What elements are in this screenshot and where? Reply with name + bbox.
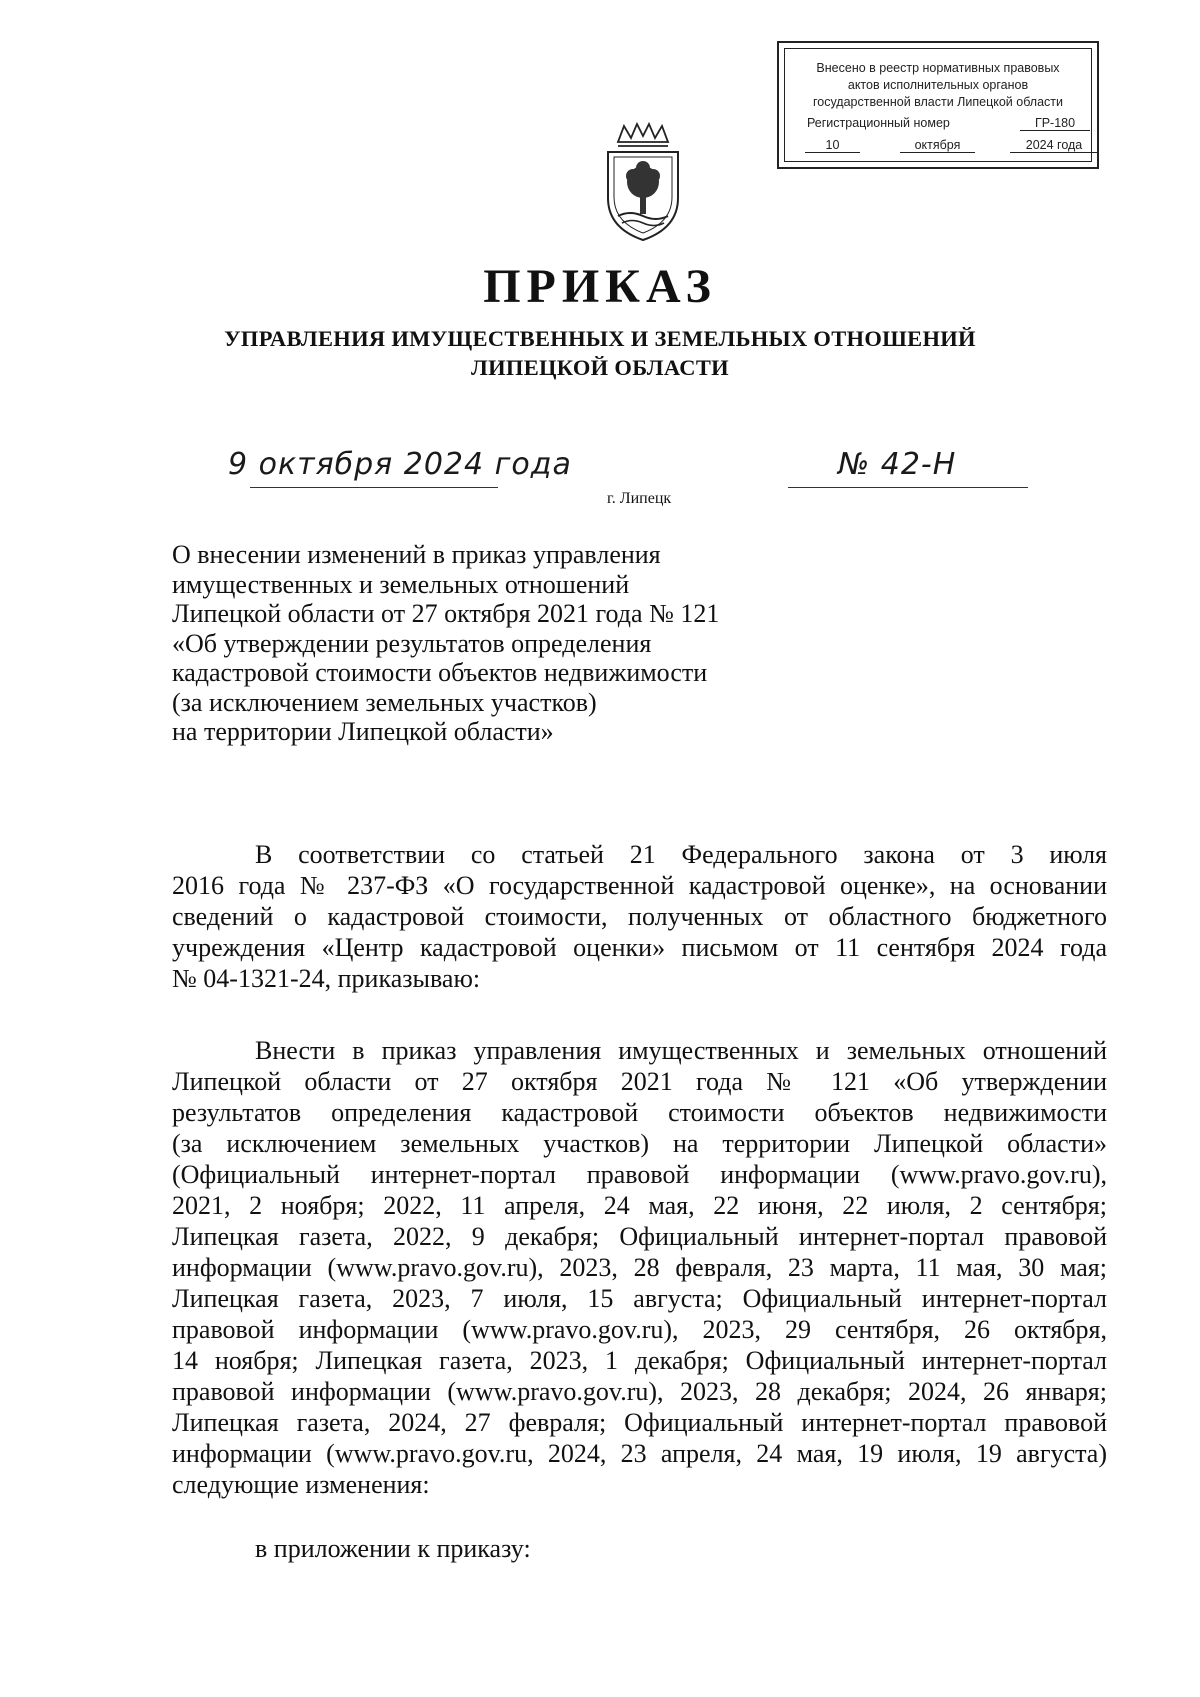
paragraph-line: (за исключением земельных участков) на территории Липецкой области» [172, 1129, 1107, 1158]
handwritten-date: 9 октября 2024 года [228, 447, 572, 482]
subject-line: «Об утверждении результатов определения [172, 628, 652, 658]
paragraph-line: 2021, 2 ноября; 2022, 11 апреля, 24 мая, 22 июня, 22 июля, 2 сентября; [172, 1191, 1107, 1220]
paragraph-line: информации (www.pravo.gov.ru), 2023, 28 февраля, 23 марта, 11 мая, 30 мая; [172, 1253, 1107, 1282]
paragraph-line: информации (www.pravo.gov.ru, 2024, 23 апреля, 24 мая, 19 июля, 19 августа) [172, 1439, 1107, 1468]
stamp-reg-label: Регистрационный номер [807, 116, 950, 130]
appendix-intro: в приложении к приказу: [255, 1534, 531, 1563]
stamp-month: октября [900, 138, 975, 153]
subject-line: О внесении изменений в приказ управления [172, 540, 661, 569]
subject-line: (за исключением земельных участков) [172, 687, 597, 717]
stamp-year: 2024 года [1010, 138, 1098, 153]
subject-line: имущественных и земельных отношений [172, 569, 630, 599]
number-underline [788, 487, 1028, 488]
paragraph-line: правовой информации (www.pravo.gov.ru), 2023, 28 декабря; 2024, 26 января; [172, 1377, 1107, 1406]
registry-stamp [777, 41, 1099, 169]
subject-line: Липецкой области от 27 октября 2021 года № 121 [172, 599, 720, 628]
paragraph-line: следующие изменения: [172, 1470, 430, 1499]
order-body-paragraph [172, 1035, 1107, 1500]
paragraph-line: № 04-1321-24, приказываю: [172, 964, 481, 993]
coat-of-arms-icon [598, 120, 688, 244]
stamp-inner-frame [784, 48, 1092, 162]
paragraph-line: Липецкая газета, 2024, 27 февраля; Официальный интернет-портал правовой [172, 1408, 1107, 1437]
paragraph-line: правовой информации (www.pravo.gov.ru), 2023, 29 сентября, 26 октября, [172, 1315, 1107, 1344]
subject-line: кадастровой стоимости объектов недвижимости [172, 658, 708, 687]
subject-line: на территории Липецкой области» [172, 717, 554, 746]
city: г. Липецк [607, 490, 672, 507]
handwritten-number: № 42-Н [838, 447, 957, 482]
issuer-line-1: УПРАВЛЕНИЯ ИМУЩЕСТВЕННЫХ И ЗЕМЕЛЬНЫХ ОТНОШЕНИЙ [224, 326, 976, 351]
paragraph-line: Липецкая газета, 2022, 9 декабря; Официальный интернет-портал правовой [172, 1222, 1107, 1251]
stamp-day: 10 [805, 138, 860, 153]
paragraph-line: 14 ноября; Липецкая газета, 2023, 1 декабря; Официальный интернет-портал [172, 1346, 1107, 1375]
issuer-line-2: ЛИПЕЦКОЙ ОБЛАСТИ [471, 355, 729, 380]
paragraph-line: результатов определения кадастровой стоимости объектов недвижимости [172, 1098, 1107, 1127]
stamp-date-row [805, 138, 1081, 158]
document-title: ПРИКАЗ [483, 260, 717, 313]
date-underline [250, 487, 498, 488]
paragraph-line: 2016 года № 237-ФЗ «О государственной кадастровой оценке», на основании [172, 871, 1107, 900]
paragraph-line: Липецкая газета, 2023, 7 июля, 15 августа; Официальный интернет-портал [172, 1284, 1107, 1313]
paragraph-line: Липецкой области от 27 октября 2021 года № 121 «Об утверждении [172, 1067, 1107, 1096]
paragraph-line: (Официальный интернет-портал правовой информации (www.pravo.gov.ru), [172, 1160, 1107, 1189]
preamble-paragraph [172, 839, 1107, 994]
stamp-reg-number: ГР-180 [1020, 116, 1090, 131]
stamp-line-3: государственной власти Липецкой области [812, 95, 1064, 109]
stamp-registration-row [807, 116, 1081, 130]
stamp-line-1: Внесено в реестр нормативных правовых [816, 61, 1060, 75]
paragraph-line: учреждения «Центр кадастровой оценки» письмом от 11 сентября 2024 года [172, 933, 1107, 962]
paragraph-line: Внести в приказ управления имущественных и земельных отношений [255, 1036, 1107, 1065]
stamp-line-2: актов исполнительных органов [847, 78, 1029, 92]
order-subject [172, 540, 812, 747]
paragraph-line: сведений о кадастровой стоимости, полученных от областного бюджетного [172, 902, 1107, 931]
paragraph-line: В соответствии со статьей 21 Федерального закона от 3 июля [255, 840, 1107, 869]
